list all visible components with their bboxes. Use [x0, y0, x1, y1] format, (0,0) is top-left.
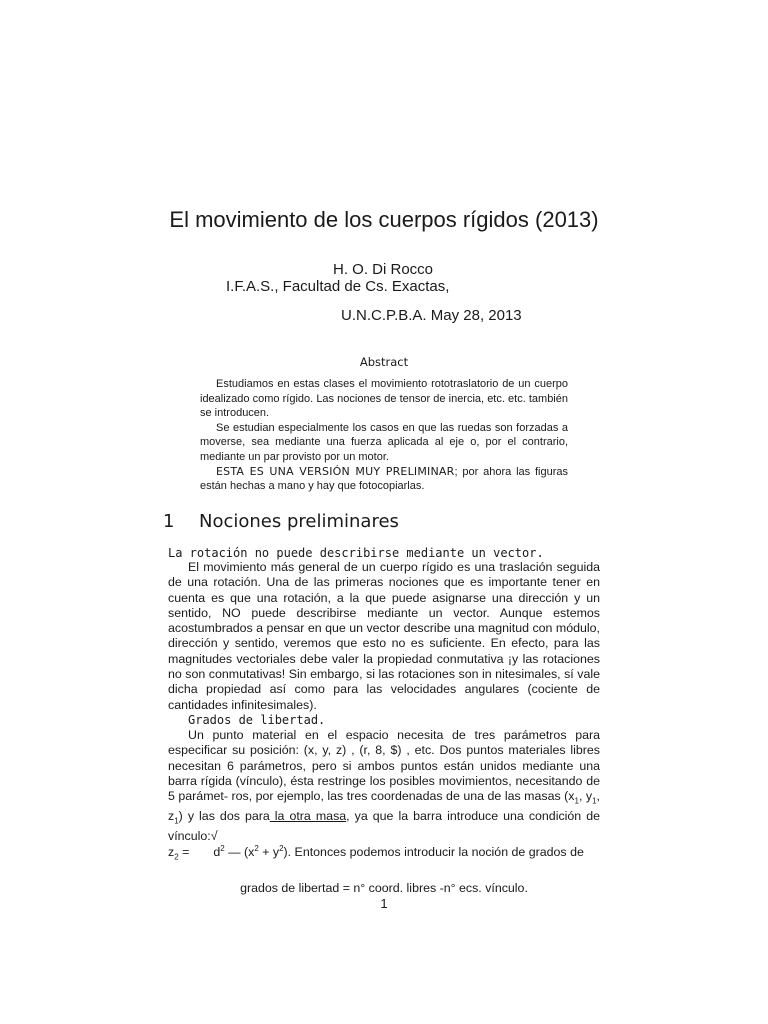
eq-y-superscript: 2 [279, 844, 284, 853]
degrees-of-freedom-formula: grados de libertad = n° coord. libres -n° ecs. vínculo. [240, 881, 528, 895]
rotation-paragraph [168, 560, 600, 713]
abstract-rest-text: ; por ahora las figuras están hechas a mano y hay que fotocopiarlas. [200, 465, 568, 493]
rotation-paragraph-text: El movimiento más general de un cuerpo rígido es una traslación seguida de una rotación. Una de las primeras nociones que es importante tener en cuenta es que una rotación, a la que puede asignarse una dirección y un sentido, NO puede describirse mediante un vector. Aunque estemos acostumbrados a pensar en que un vector describe una magnitud con módulo, dirección y sentido, veremos que esto no es suficiente. En efecto, para las magnitudes vectoriales debe valer la propiedad conmutativa ¡y las rotaciones no son conmutativas! Sin embargo, si las rotaciones son in nitesimales, sí vale dicha propiedad así como para las velocidades angulares (cociente de cantidades infinitesimales). [168, 560, 600, 712]
freedom-paragraph [168, 728, 600, 844]
eq-d: d [213, 845, 221, 860]
freedom-paragraph-text [168, 728, 600, 844]
abstract-paragraph-1: Estudiamos en estas clases el movimiento rototraslatorio de un cuerpo idealizado como rígido. Las nociones de tensor de inercia, etc. etc. también se introducen. [200, 378, 568, 420]
abstract-caps-text: ESTA ES UNA VERSIÓN MUY PRELIMINAR [216, 464, 455, 478]
page-number: 1 [380, 896, 388, 911]
abstract-body [200, 377, 568, 494]
subscript-2: 1 [592, 796, 597, 806]
freedom-text-c: , z [168, 789, 600, 823]
eq-x-superscript: 2 [254, 844, 259, 853]
freedom-text-b: , y [578, 789, 593, 804]
author-affiliation: I.F.A.S., Facultad de Cs. Exactas, [226, 278, 450, 295]
underlined-phrase: la otra masa [269, 808, 347, 823]
subsection-heading-rotation: La rotación no puede describirse mediante un vector. [168, 546, 544, 560]
subscript-3: 1 [174, 816, 179, 826]
section-heading [163, 511, 399, 532]
subsection-heading-freedom: Grados de libertad. [188, 713, 326, 727]
eq-z-subscript: 2 [174, 852, 179, 862]
freedom-text-a: Un punto material en el espacio necesita de tres parámetros para especificar su posición: (x, y, z) , (r, 8, $) , etc. Dos puntos materiales libres necesitan 6 parámetros, pero si ambos puntos están unidos mediante una barra rígida (vínculo), ésta restringe los posibles movimientos, necesitando de 5 parámet- ros, por ejemplo, las tres coordenadas de una de las masas (x [168, 728, 600, 804]
freedom-text-d: ) y las dos para [178, 808, 270, 823]
eq-z: z [168, 845, 175, 860]
eq-tail-text: ). Entonces podemos introducir la noción de grados de [283, 845, 584, 860]
eq-d-superscript: 2 [220, 844, 225, 853]
equation-text [168, 841, 600, 865]
sqrt-symbol: √ [210, 828, 218, 843]
equation-line [168, 841, 600, 865]
abstract-heading: Abstract [359, 355, 409, 369]
freedom-text-e: , ya que la barra introduce una condición de vínculo: [168, 808, 600, 843]
university-date: U.N.C.P.B.A. May 28, 2013 [341, 307, 522, 324]
abstract-paragraph-3 [200, 465, 568, 494]
subscript-1: 1 [574, 796, 579, 806]
author-name: H. O. Di Rocco [333, 261, 434, 278]
eq-equals: = [178, 845, 190, 860]
section-number: 1 [163, 511, 175, 532]
paper-title: El movimiento de los cuerpos rígidos (2013) [169, 207, 599, 232]
section-title: Nociones preliminares [199, 511, 399, 532]
abstract-paragraph-2: Se estudian especialmente los casos en que las ruedas son forzadas a moverse, sea mediante una fuerza aplicada al eje o, por el contrario, mediante un par provisto por un motor. [200, 421, 568, 463]
eq-minus-x: — (x [224, 845, 255, 860]
eq-plus-y: + y [258, 845, 280, 860]
